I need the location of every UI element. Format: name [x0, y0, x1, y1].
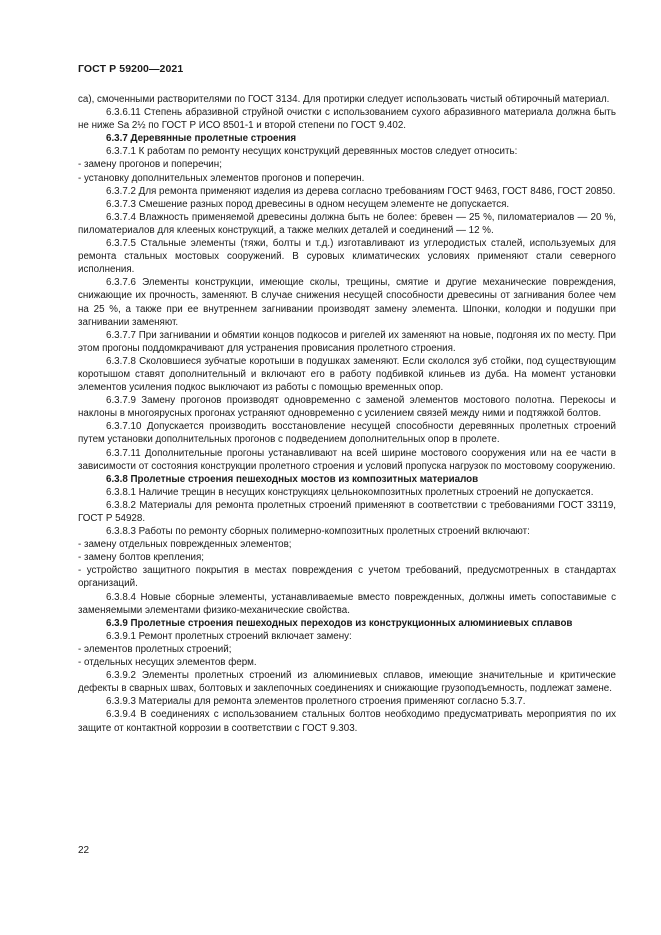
section-heading: 6.3.7 Деревянные пролетные строения [106, 133, 297, 145]
list-item: - установку дополнительных элементов прогонов и поперечин. [78, 172, 365, 184]
paragraph: 6.3.8.2 Материалы для ремонта пролетных строений применяют в соответствии с требованиями ГОСТ 33119, ГОСТ Р 54928. [78, 499, 616, 524]
paragraph: 6.3.7.3 Смешение разных пород древесины в одном несущем элементе не допускается. [106, 198, 510, 210]
paragraph: 6.3.8.1 Наличие трещин в несущих конструкциях цельнокомпозитных пролетных строений не допускается. [106, 486, 594, 498]
document-body [78, 93, 616, 735]
paragraph: 6.3.7.5 Стальные элементы (тяжи, болты и т.д.) изготавливают из углеродистых сталей, используемых для ремонта стальных мостовых сооружений. В суровых климатических условиях применяют стали северного исполнения. [78, 238, 616, 276]
paragraph: са), смоченными растворителями по ГОСТ 3134. Для протирки следует использовать чистый обтирочный материал. [78, 94, 610, 105]
paragraph: 6.3.9.4 В соединениях с использованием стальных болтов необходимо предусматривать мероприятия по их защите от контактной коррозии в соответствии с ГОСТ 9.303. [78, 709, 616, 734]
paragraph: 6.3.9.1 Ремонт пролетных строений включает замену: [106, 630, 352, 642]
document-header: ГОСТ Р 59200—2021 [78, 63, 184, 75]
section-heading: 6.3.8 Пролетные строения пешеходных мостов из композитных материалов [106, 473, 479, 485]
page-number: 22 [78, 845, 90, 856]
paragraph: 6.3.7.8 Сколовшиеся зубчатые коротыши в подушках заменяют. Если скололся зуб стойки, под существующим коротышом ставят дополнительный и включают его в работу подбивкой клиньев из дуба. На момент установки элементов усиления подкос выключают из работы с помощью временных опор. [78, 355, 616, 394]
section-heading: 6.3.9 Пролетные строения пешеходных переходов из конструкционных алюминиевых сплавов [106, 617, 573, 629]
list-item: - замену прогонов и поперечин; [78, 159, 222, 171]
list-item: - замену болтов крепления; [78, 552, 205, 564]
paragraph: 6.3.7.7 При загнивании и обмятии концов подкосов и ригелей их заменяют на новые, подгоняя их по месту. При этом прогоны поддомкрачивают для устранения провисания пролетного строения. [78, 329, 616, 354]
list-item: - замену отдельных поврежденных элементов; [78, 539, 292, 551]
paragraph: 6.3.8.3 Работы по ремонту сборных полимерно-композитных пролетных строений включают: [106, 526, 530, 538]
list-item: - отдельных несущих элементов ферм. [78, 657, 257, 669]
paragraph: 6.3.7.2 Для ремонта применяют изделия из дерева согласно требованиям ГОСТ 9463, ГОСТ 8486, ГОСТ 20850. [106, 185, 616, 197]
paragraph: 6.3.7.9 Замену прогонов производят одновременно с заменой элементов мостового полотна. Перекосы и наклоны в многоярусных прогонах устраняют одновременно с усилением связей между ними и подтяжкой болтов. [78, 395, 616, 420]
paragraph: 6.3.6.11 Степень абразивной струйной очистки с использованием сухого абразивного материала должна быть не ниже Sa 2½ по ГОСТ Р ИСО 8501-1 и второй степени по ГОСТ 9.402. [78, 107, 616, 132]
paragraph: 6.3.7.1 К работам по ремонту несущих конструкций деревянных мостов следует относить: [106, 146, 518, 158]
paragraph: 6.3.9.2 Элементы пролетных строений из алюминиевых сплавов, имеющие значительные и критические дефекты в сварных швах, болтовых и заклепочных соединениях и снижающие грузоподъемность, подлежат замене. [78, 670, 616, 695]
paragraph: 6.3.7.10 Допускается производить восстановление несущей способности деревянных пролетных строений путем установки дополнительных прогонов с подведением дополнительных опор в пролете. [78, 421, 616, 446]
paragraph: 6.3.9.3 Материалы для ремонта элементов пролетного строения применяют согласно 5.3.7. [106, 696, 526, 708]
paragraph: 6.3.7.4 Влажность применяемой древесины должна быть не более: бревен — 25 %, пиломатериалов — 20 %, пиломатериалов для клееных конструкций, а также мелких деталей и соединений — 12 %. [78, 211, 616, 236]
paragraph: 6.3.8.4 Новые сборные элементы, устанавливаемые вместо поврежденных, должны иметь сопоставимые с заменяемыми элементами физико-механические свойства. [78, 591, 616, 616]
list-item: - устройство защитного покрытия в местах повреждения с учетом требований, предусмотренных в стандартах организаций. [78, 565, 616, 590]
paragraph: 6.3.7.11 Дополнительные прогоны устанавливают на всей ширине мостового сооружения или на ее части в зависимости от состояния конструкции пролетного строения и условий пропуска нагрузок по мостовому сооружению. [78, 447, 616, 472]
paragraph: 6.3.7.6 Элементы конструкции, имеющие сколы, трещины, смятие и другие механические повреждения, снижающие их прочность, заменяют. В случае снижения несущей способности древесины от загнивания более чем на 25 %, а также при ее внутреннем загнивании производят замену элемента. Шпонки, колодки и подушки при загнивании заменяют. [78, 277, 616, 328]
list-item: - элементов пролетных строений; [78, 643, 232, 655]
